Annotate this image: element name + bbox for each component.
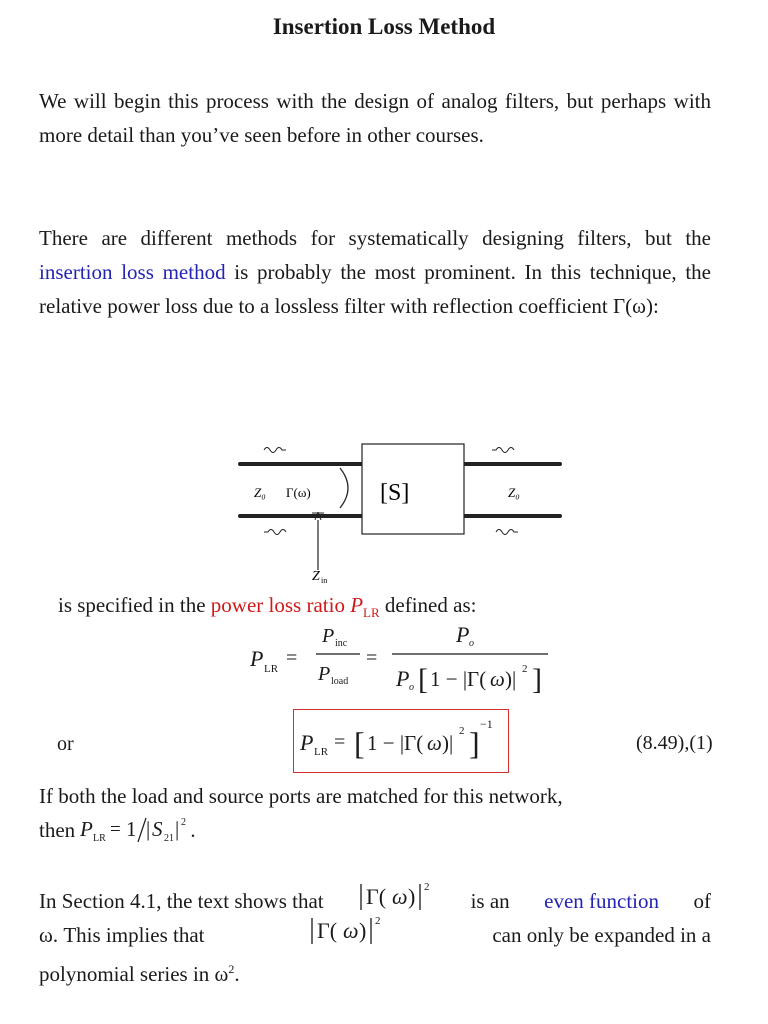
svg-text:−1: −1: [480, 717, 493, 731]
svg-text:ω: ω: [427, 731, 442, 755]
svg-text:LR: LR: [264, 663, 279, 675]
svg-text:P: P: [80, 817, 94, 841]
svg-text:1 − |Γ(: 1 − |Γ(: [367, 731, 424, 755]
input-impedance-subscript: in: [321, 576, 328, 585]
svg-text:)|: )|: [505, 667, 517, 691]
svg-text:P: P: [456, 622, 470, 647]
or-label: or: [57, 733, 74, 755]
svg-text:[: [: [418, 663, 428, 696]
terminal-dot: [558, 514, 562, 518]
power-loss-ratio-term: power loss ratio: [210, 593, 345, 617]
svg-text:=: =: [110, 819, 122, 840]
svg-text:[: [: [354, 725, 365, 761]
plr-subscript: LR: [363, 605, 380, 621]
left-impedance-label: Z₀: [254, 485, 266, 500]
svg-text:ω: ω: [490, 667, 505, 691]
terminal-dot: [558, 462, 562, 466]
intro-text: We will begin this process with the design of analog filters, but perhaps with more detail than you’ve seen before in other courses.: [39, 89, 711, 147]
svg-text:P: P: [322, 625, 335, 647]
matched-plr-formula: [80, 818, 190, 842]
svg-text:=: =: [366, 647, 378, 669]
gamma-label: Γ(ω): [286, 485, 311, 500]
network-box: [362, 444, 464, 534]
input-impedance-label: Z: [312, 569, 320, 584]
of-text: of: [693, 889, 711, 913]
polynomial-text: polynomial series in ω: [39, 962, 229, 986]
svg-text:ω: ω: [392, 884, 408, 909]
svg-text:Γ(: Γ(: [317, 918, 338, 943]
svg-text:1: 1: [126, 817, 137, 841]
omega-exponent: 2: [228, 962, 235, 976]
svg-text:LR: LR: [314, 746, 329, 758]
terminal-dot: [238, 514, 242, 518]
method-text-after: is probably the most prominent. In this technique, the relative power loss due to a lossless filter with reflection coefficient Γ(ω):: [39, 260, 711, 318]
section-text-before: In Section 4.1, the text shows that: [39, 889, 324, 913]
even-function-term: even function: [544, 889, 659, 913]
two-port-network-diagram: [230, 440, 570, 585]
svg-text:o: o: [409, 682, 414, 693]
method-paragraph: [39, 221, 711, 323]
matched-ports-paragraph: If both the load and source ports are matched for this network, then P LR = 1 | S 21 | 2 .: [39, 784, 563, 844]
svg-text:S: S: [152, 817, 163, 841]
svg-text:o: o: [469, 638, 474, 649]
even-function-paragraph: In Section 4.1, the text shows that Γ( ω ) 2 is an even function of ω. This implies that Γ( ω ) 2 can only be expanded in a polynomial series in $\omega^2$.: [39, 881, 711, 986]
svg-text:2: 2: [424, 881, 430, 893]
svg-text:1 − |Γ(: 1 − |Γ(: [430, 667, 487, 691]
svg-text:=: =: [334, 731, 346, 753]
svg-text:21: 21: [164, 833, 175, 844]
svg-text:=: =: [286, 647, 298, 669]
svg-text:LR: LR: [93, 833, 107, 844]
matched-ports-text: If both the load and source ports are matched for this network,: [39, 784, 563, 808]
right-transmitted-wave-icon: [496, 530, 518, 535]
plr-symbol: P: [350, 593, 364, 617]
svg-text:]: ]: [469, 725, 480, 761]
method-text-before: There are different methods for systematically designing filters, but the: [39, 226, 711, 250]
svg-text:2: 2: [522, 663, 528, 675]
gamma-squared-formula-2: [309, 914, 387, 956]
network-label: [S]: [380, 480, 410, 506]
is-an-text: is an: [470, 889, 510, 913]
page-title: Insertion Loss Method: [272, 14, 496, 39]
svg-text:P: P: [318, 663, 331, 685]
expansion-text: can only be expanded in a: [492, 923, 711, 947]
svg-text:2: 2: [459, 725, 465, 737]
svg-text:Γ(: Γ(: [366, 884, 387, 909]
svg-text:P: P: [300, 730, 314, 755]
svg-text:2: 2: [181, 817, 187, 828]
power-loss-text-before: is specified in the: [58, 593, 211, 617]
insertion-loss-method-term: insertion loss method: [39, 260, 226, 284]
equation-number: (8.49),(1): [636, 732, 713, 754]
svg-text:P: P: [250, 646, 264, 671]
terminal-dot: [238, 462, 242, 466]
svg-text:]: ]: [532, 663, 542, 696]
matched-ports-then: then: [39, 818, 81, 842]
svg-text:): ): [359, 918, 367, 943]
power-loss-text-after: defined as:: [379, 593, 477, 617]
svg-text:inc: inc: [335, 638, 348, 649]
svg-text:P: P: [396, 666, 410, 691]
gamma-arc: [340, 468, 348, 508]
right-impedance-label: Z₀: [508, 485, 520, 500]
svg-text:load: load: [331, 676, 349, 687]
svg-text:|: |: [146, 817, 151, 841]
intro-paragraph: [39, 84, 711, 152]
svg-text:|: |: [175, 817, 180, 841]
left-incident-wave-icon: [264, 448, 286, 453]
implies-text: ω. This implies that: [39, 923, 205, 947]
left-reflected-wave-icon: [264, 530, 286, 535]
svg-text:2: 2: [375, 915, 381, 927]
svg-text:)|: )|: [442, 731, 454, 755]
power-loss-ratio-equation: [250, 618, 580, 709]
right-reflected-wave-icon: [492, 448, 514, 453]
svg-text:ω: ω: [343, 918, 359, 943]
svg-text:): ): [408, 884, 416, 909]
boxed-plr-equation: [293, 709, 509, 773]
